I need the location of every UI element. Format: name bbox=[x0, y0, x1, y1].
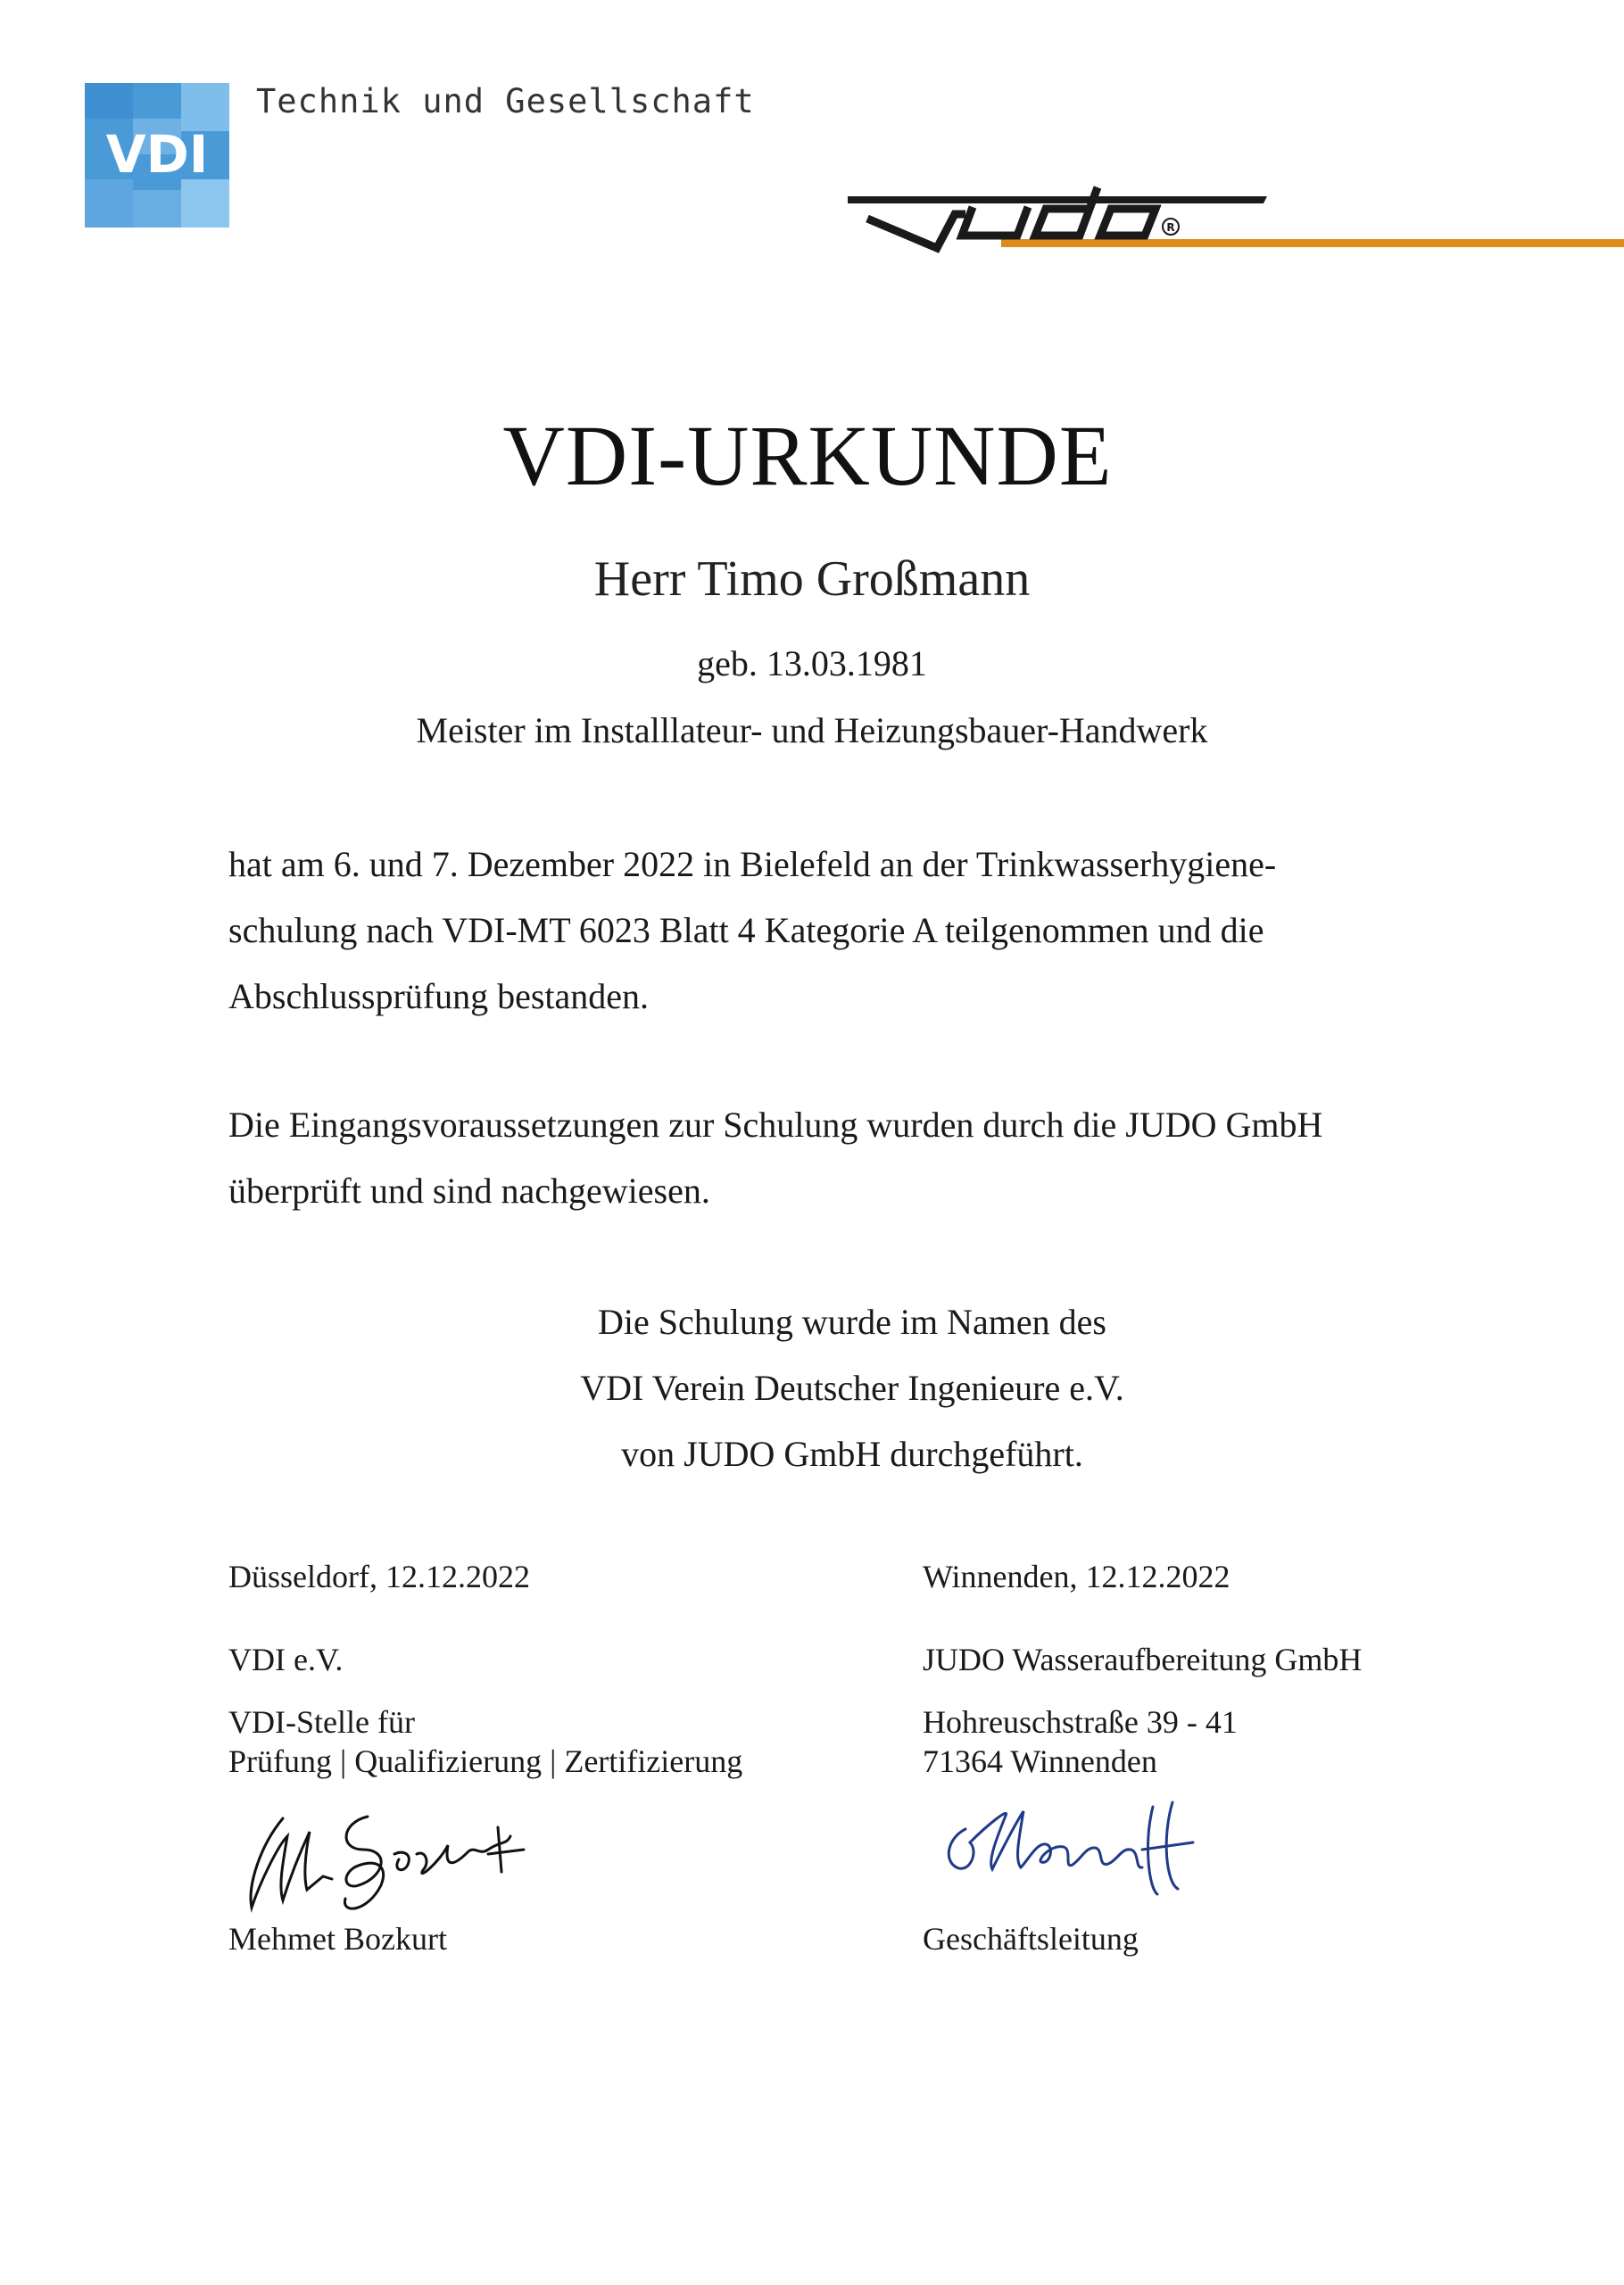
paragraph-prerequisites bbox=[228, 1092, 1424, 1224]
right-address bbox=[923, 1702, 1238, 1781]
left-organization: VDI e.V. bbox=[228, 1642, 344, 1677]
paragraph-line: Die Eingangsvoraussetzungen zur Schulung wurden durch die JUDO GmbH bbox=[228, 1105, 1323, 1145]
left-unit bbox=[228, 1702, 742, 1781]
paragraph-line: schulung nach VDI-MT 6023 Blatt 4 Kategorie A teilgenommen und die bbox=[228, 910, 1264, 950]
profession-text: Meister im Installlateur- und Heizungsbauer-Handwerk bbox=[416, 710, 1208, 750]
recipient-name-text: Herr Timo Großmann bbox=[593, 551, 1031, 607]
recipient-name bbox=[0, 551, 1624, 608]
left-unit-line: Prüfung | Qualifizierung | Zertifizierung bbox=[228, 1743, 743, 1779]
left-signer-name: Mehmet Bozkurt bbox=[228, 1921, 447, 1957]
statement-line: VDI Verein Deutscher Ingenieure e.V. bbox=[580, 1368, 1124, 1408]
certificate-title-block bbox=[0, 406, 1624, 505]
right-signer-title: Geschäftsleitung bbox=[923, 1921, 1139, 1957]
right-address-line: 71364 Winnenden bbox=[923, 1743, 1157, 1779]
vdi-logo bbox=[85, 83, 229, 228]
judo-logo bbox=[848, 170, 1624, 259]
paragraph-line: Abschlussprüfung bestanden. bbox=[228, 976, 650, 1016]
paragraph-participation bbox=[228, 832, 1424, 1030]
paragraph-line: hat am 6. und 7. Dezember 2022 in Bielefeld an der Trinkwasserhygiene- bbox=[228, 844, 1277, 884]
statement-line: Die Schulung wurde im Namen des bbox=[598, 1302, 1106, 1342]
left-unit-line: VDI-Stelle für bbox=[228, 1704, 415, 1740]
birth-date-text: geb. 13.03.1981 bbox=[697, 643, 927, 683]
profession bbox=[0, 709, 1624, 751]
vdi-tagline: Technik und Gesellschaft bbox=[256, 82, 755, 120]
right-organization: JUDO Wasseraufbereitung GmbH bbox=[923, 1642, 1363, 1677]
right-address-line: Hohreuschstraße 39 - 41 bbox=[923, 1704, 1238, 1740]
birth-date bbox=[0, 642, 1624, 684]
right-place-date: Winnenden, 12.12.2022 bbox=[923, 1559, 1230, 1594]
svg-text:R: R bbox=[1166, 221, 1175, 234]
vdi-logo-text: VDI bbox=[105, 124, 209, 185]
statement-line: von JUDO GmbH durchgeführt. bbox=[621, 1434, 1083, 1474]
certificate-title: VDI-URKUNDE bbox=[502, 408, 1113, 503]
left-signature bbox=[234, 1801, 546, 1921]
paragraph-line: überprüft und sind nachgewiesen. bbox=[228, 1171, 710, 1211]
left-place-date: Düsseldorf, 12.12.2022 bbox=[228, 1559, 530, 1594]
right-signature bbox=[939, 1789, 1206, 1900]
